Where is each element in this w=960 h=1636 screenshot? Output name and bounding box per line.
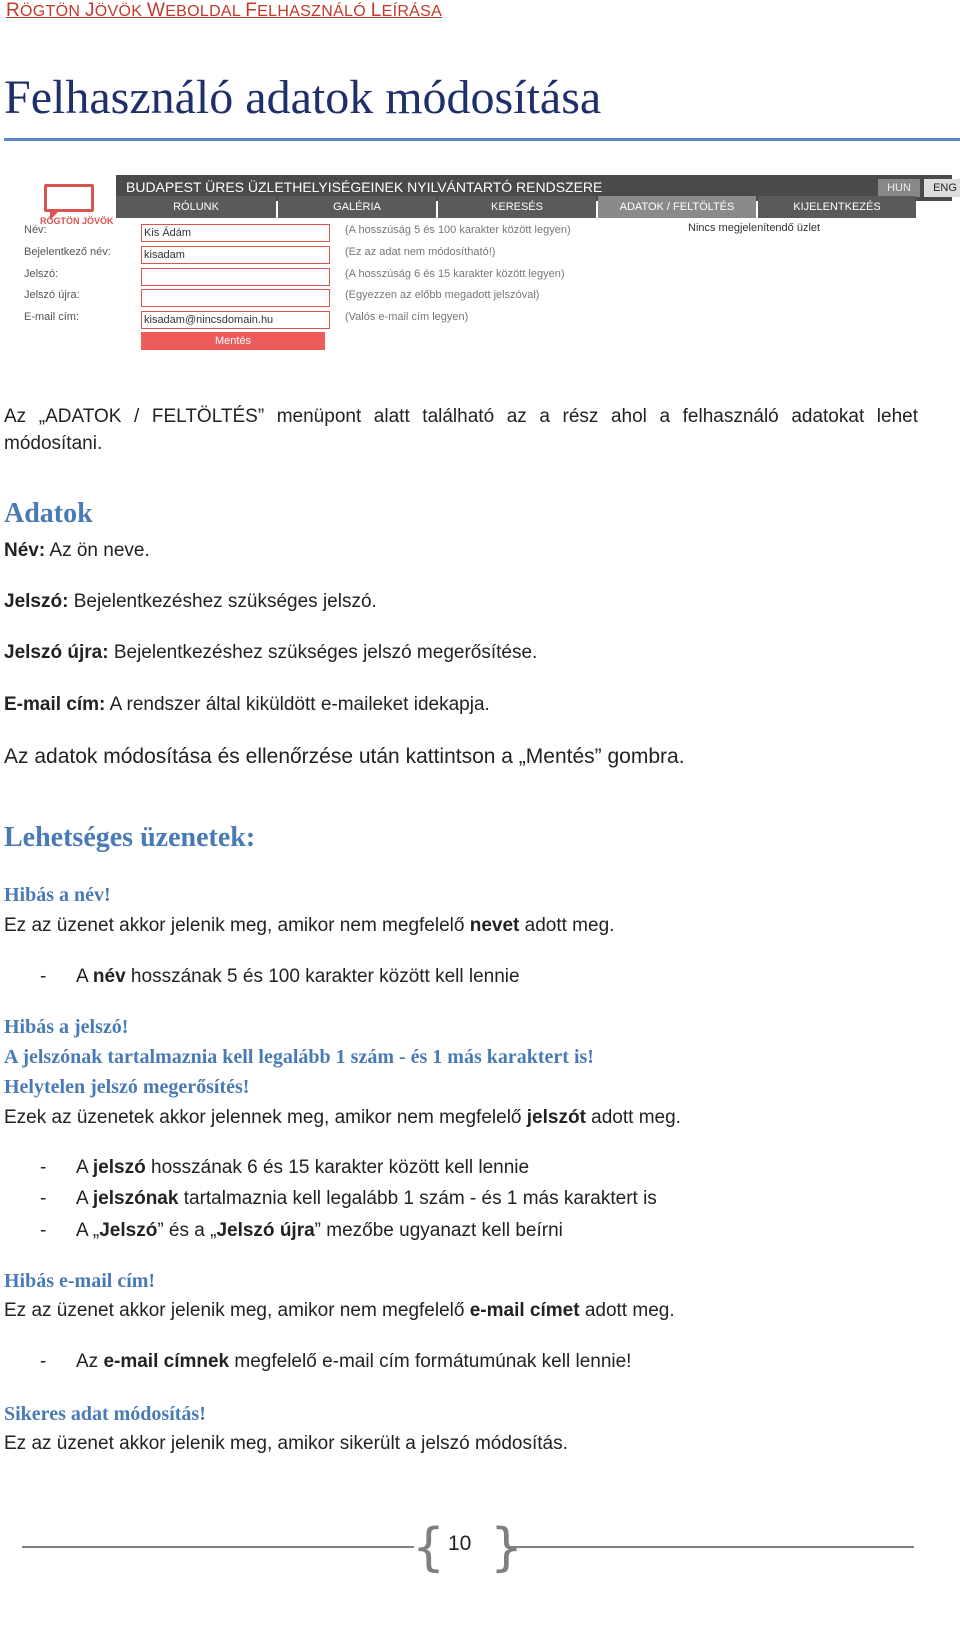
field-hint-password: (A hosszúság 6 és 15 karakter között legyen) (345, 268, 565, 280)
footer-rule-left (22, 1546, 414, 1548)
title-divider (4, 138, 960, 141)
text-bold: nevet (469, 915, 520, 936)
menu-item-galeria[interactable]: GALÉRIA (278, 196, 436, 218)
field-hint-login: (Ez az adat nem módosítható!) (345, 246, 496, 258)
page-number: 10 (448, 1532, 472, 1555)
message-password-confirm: Helytelen jelszó megerősítés! (4, 1076, 250, 1098)
menu-item-rolunk[interactable]: RÓLUNK (116, 196, 276, 218)
section-heading-messages: Lehetséges üzenetek: (4, 822, 256, 853)
text-bold: jelszónak (92, 1188, 179, 1209)
text-span: ” és a „ (157, 1220, 217, 1241)
message-name-error: Hibás a név! (4, 884, 111, 906)
text-span: Az (76, 1351, 104, 1372)
adatok-item-text: A rendszer által kiküldött e-maileket idekapja. (105, 694, 490, 715)
text-span: tartalmaznia kell legalább 1 szám - és 1 más karaktert is (178, 1188, 657, 1209)
app-screenshot (20, 168, 960, 368)
list-item (76, 1351, 631, 1373)
adatok-item-text: Bejelentkezéshez szükséges jelszó megerősítése. (108, 642, 538, 663)
adatok-item-label: E-mail cím: (4, 694, 106, 715)
adatok-item-label: Jelszó: (4, 591, 69, 612)
list-dash: - (40, 1157, 47, 1178)
field-label-nev: Név: (24, 224, 47, 236)
text-span: A (76, 1157, 93, 1178)
adatok-item (4, 642, 537, 664)
text-span: megfelelő e-mail cím formátumúnak kell lennie! (229, 1351, 632, 1372)
email-input[interactable]: kisadam@nincsdomain.hu (141, 311, 330, 329)
field-label-password: Jelszó: (24, 268, 59, 280)
text-span: adott meg. (579, 1300, 675, 1321)
no-shop-message: Nincs megjelenítendő üzlet (688, 222, 821, 234)
menu-item-kijelentkezes[interactable]: KIJELENTKEZÉS (758, 196, 916, 218)
running-header (6, 0, 442, 22)
adatok-item-label: Név: (4, 540, 46, 561)
section-heading-adatok: Adatok (4, 498, 93, 529)
footer-brace-right: } (490, 1518, 524, 1578)
message-email-error: Hibás e-mail cím! (4, 1270, 156, 1292)
message-success: Sikeres adat módosítás! (4, 1403, 206, 1425)
list-dash: - (40, 1351, 47, 1372)
footer-rule-right (506, 1546, 914, 1548)
text-bold: jelszót (526, 1107, 586, 1128)
lang-hun-button[interactable]: HUN (878, 179, 920, 197)
intro-line-1: Az „ADATOK / FELTÖLTÉS” menüpont alatt található az a rész ahol a felhasználó adatokat lehet (4, 406, 918, 427)
text-span: A (76, 966, 93, 987)
speech-bubble-icon (44, 184, 94, 212)
text-bold: Jelszó (99, 1220, 158, 1241)
text-span: hosszának 6 és 15 karakter között kell lennie (145, 1157, 530, 1178)
adatok-item-text: Az ön neve. (45, 540, 150, 561)
banner-title: BUDAPEST ÜRES ÜZLETHELYISÉGEINEK NYILVÁNTARTÓ RENDSZERE (126, 179, 603, 195)
header-word: ÖVÖK (94, 3, 143, 20)
header-word: ÖGTÖN (20, 3, 81, 20)
field-label-password-again: Jelszó újra: (24, 289, 80, 301)
logo (40, 176, 120, 228)
list-dash: - (40, 966, 47, 987)
footer-brace-left: { (412, 1518, 446, 1578)
header-word: EBOLDAL (165, 3, 241, 20)
field-hint-email: (Valós e-mail cím legyen) (345, 311, 469, 323)
logo-text: RÖGTÖN JÖVÖK (40, 216, 114, 226)
page-title: Felhasználó adatok módosítása (4, 71, 602, 124)
text-bold: név (92, 966, 126, 987)
text-span: hosszának 5 és 100 karakter között kell lennie (125, 966, 520, 987)
field-hint-nev: (A hosszúság 5 és 100 karakter között legyen) (345, 224, 571, 236)
name-input[interactable]: Kis Ádám (141, 224, 330, 242)
intro-line-2: módosítani. (4, 433, 103, 454)
text-span: Ez az üzenet akkor jelenik meg, amikor nem megfelelő (4, 915, 470, 936)
list-item (76, 1220, 563, 1242)
adatok-item-text: Bejelentkezéshez szükséges jelszó. (68, 591, 377, 612)
menu-item-adatok[interactable]: ADATOK / FELTÖLTÉS (598, 196, 756, 218)
text-span: A (76, 1188, 93, 1209)
adatok-item (4, 540, 150, 562)
text-bold: jelszó (92, 1157, 146, 1178)
list-item (76, 1188, 657, 1210)
text-bold: Jelszó újra (216, 1220, 315, 1241)
adatok-item (4, 694, 490, 716)
field-label-login: Bejelentkező név: (24, 246, 111, 258)
text-span: adott meg. (585, 1107, 681, 1128)
list-item (76, 966, 520, 988)
message-password-chars: A jelszónak tartalmaznia kell legalább 1 szám - és 1 más karaktert is! (4, 1046, 594, 1068)
field-label-email: E-mail cím: (24, 311, 79, 323)
field-hint-password-again: (Egyezzen az előbb megadott jelszóval) (345, 289, 540, 301)
header-word: ELHASZNÁLÓ (257, 3, 366, 20)
login-input[interactable]: kisadam (141, 246, 330, 264)
success-desc: Ez az üzenet akkor jelenik meg, amikor sikerült a jelszó módosítás. (4, 1433, 568, 1454)
text-span: ” mezőbe ugyanazt kell beírni (314, 1220, 563, 1241)
text-span: Ezek az üzenetek akkor jelennek meg, amikor nem megfelelő (4, 1107, 527, 1128)
password-error-desc (4, 1107, 681, 1129)
header-word: EÍRÁSA (381, 3, 443, 20)
header-initial: F (245, 0, 258, 21)
text-span: Ez az üzenet akkor jelenik meg, amikor nem megfelelő (4, 1300, 470, 1321)
adatok-closing: Az adatok módosítása és ellenőrzése után kattintson a „Mentés” gombra. (4, 745, 685, 768)
save-button[interactable]: Mentés (141, 332, 325, 350)
header-initial: W (146, 0, 166, 21)
list-dash: - (40, 1188, 47, 1209)
header-initial: L (370, 0, 382, 21)
message-password-error: Hibás a jelszó! (4, 1016, 129, 1038)
password-input[interactable] (141, 268, 330, 286)
text-span: adott meg. (519, 915, 615, 936)
menu-bar (116, 196, 952, 220)
password-again-input[interactable] (141, 289, 330, 307)
name-error-desc (4, 915, 614, 937)
text-bold: e-mail címnek (103, 1351, 230, 1372)
header-initial: R (6, 0, 21, 21)
lang-eng-button[interactable]: ENG (924, 179, 960, 197)
adatok-item-label: Jelszó újra: (4, 642, 109, 663)
list-dash: - (40, 1220, 47, 1241)
email-error-desc (4, 1300, 675, 1322)
adatok-item (4, 591, 377, 613)
header-initial: J (84, 0, 95, 21)
text-bold: e-mail címet (469, 1300, 580, 1321)
text-span: A „ (76, 1220, 100, 1241)
list-item (76, 1157, 529, 1179)
menu-item-kereses[interactable]: KERESÉS (438, 196, 596, 218)
